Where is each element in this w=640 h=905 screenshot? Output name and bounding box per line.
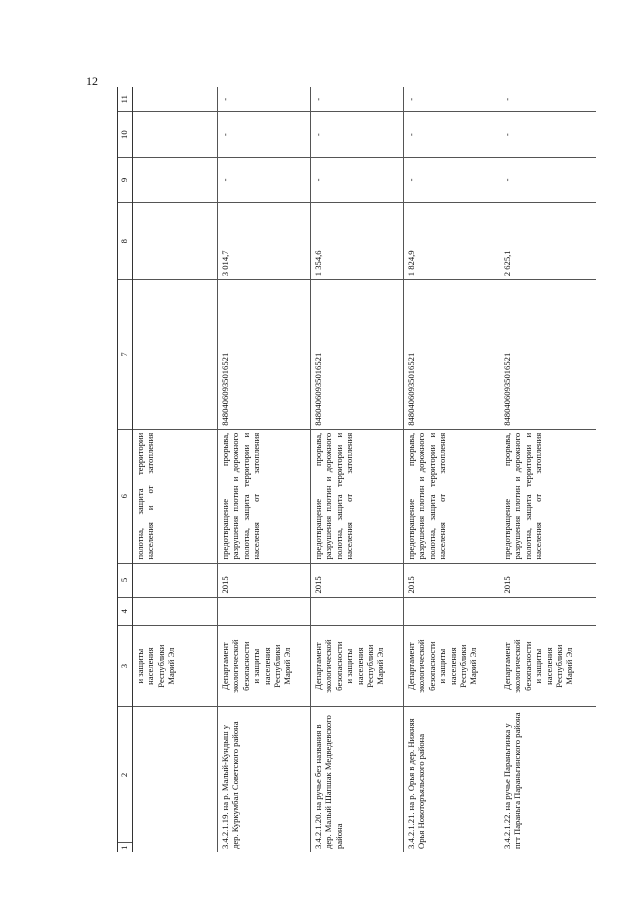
department-cell: и защиты населения Республики Марий Эл xyxy=(133,625,218,707)
department-cell: Департамент экологической безопасности и защиты населения Республики Марий Эл xyxy=(500,625,596,707)
cell-col4 xyxy=(500,597,596,625)
cell-col10: - xyxy=(311,112,404,157)
header-cell: 8 xyxy=(118,203,133,280)
description-cell: предотвращение прорыва, разрушения плотин и дорожного полотна, защита территории и населения от затопления xyxy=(218,429,311,563)
year-cell: 2015 xyxy=(218,563,311,597)
cell-col9 xyxy=(133,157,218,202)
table-row xyxy=(218,87,311,852)
cell-col9: - xyxy=(218,157,311,202)
header-cell: 6 xyxy=(118,429,133,563)
department-cell: Департамент экологической безопасности и защиты населения Республики Марий Эл xyxy=(311,625,404,707)
row-id: 3.4.2.1.22. xyxy=(502,812,512,849)
row-id: 3.4.2.1.19. xyxy=(220,812,230,849)
cell-col11 xyxy=(133,87,218,112)
description-cell: предотвращение прорыва, разрушения плотин и дорожного полотна, защита территории и населения от затопления xyxy=(404,429,501,563)
description-cell: предотвращение прорыва, разрушения плотин и дорожного полотна, защита территории и населения от затопления xyxy=(500,429,596,563)
header-cell: 7 xyxy=(118,280,133,430)
table-row xyxy=(311,87,404,852)
amount-cell: 1 824,9 xyxy=(404,203,501,280)
rotated-table-wrapper xyxy=(117,87,575,852)
cell-col11: - xyxy=(218,87,311,112)
amount-cell: 2 625,1 xyxy=(500,203,596,280)
amount-cell xyxy=(133,203,218,280)
code-cell: 84804060935016521 xyxy=(311,280,404,430)
code-cell xyxy=(133,280,218,430)
table-row xyxy=(404,87,501,852)
department-cell: Департамент экологической безопасности и защиты населения Республики Марий Эл xyxy=(404,625,501,707)
description-cell: полотна, защита территории населения и от затопления xyxy=(133,429,218,563)
cell-col9: - xyxy=(500,157,596,202)
row-name: на ручье Параньгинка у пгт Параньга Параньгинского района xyxy=(502,712,523,849)
cell-col10: - xyxy=(404,112,501,157)
code-cell: 84804060935016521 xyxy=(404,280,501,430)
year-cell: 2015 xyxy=(500,563,596,597)
code-cell: 84804060935016521 xyxy=(218,280,311,430)
year-cell: 2015 xyxy=(311,563,404,597)
department-cell: Департамент экологической безопасности и защиты населения Республики Марий Эл xyxy=(218,625,311,707)
header-cell: 1 xyxy=(118,843,133,852)
header-cell: 2 xyxy=(118,707,133,843)
year-cell xyxy=(133,563,218,597)
header-row xyxy=(118,87,133,852)
row-id: 3.4.2.1.20. xyxy=(313,812,323,849)
row-name: на р. Малый-Кундыш у дер. Куркумбал Советского района xyxy=(220,721,241,849)
page-number: 12 xyxy=(86,74,98,88)
cell-col11: - xyxy=(404,87,501,112)
row-name: на р. Орья в дер. Нижняя Орья Новоторъяльского района xyxy=(406,718,427,849)
description-cell: предотвращение прорыва, разрушения плотин и дорожного полотна, защита территории и населения от затопления xyxy=(311,429,404,563)
row-name-cell xyxy=(404,707,501,852)
cell-col9: - xyxy=(311,157,404,202)
row-name-cell xyxy=(311,707,404,852)
row-name-cell xyxy=(500,707,596,852)
cell-col4 xyxy=(404,597,501,625)
row-id-cell xyxy=(133,707,218,852)
cell-col10: - xyxy=(218,112,311,157)
cell-col10: - xyxy=(500,112,596,157)
cell-col4 xyxy=(218,597,311,625)
code-cell: 84804060935016521 xyxy=(500,280,596,430)
row-name-cell xyxy=(218,707,311,852)
program-table xyxy=(117,87,596,852)
amount-cell: 3 014,7 xyxy=(218,203,311,280)
cell-col4 xyxy=(133,597,218,625)
amount-cell: 1 354,6 xyxy=(311,203,404,280)
header-cell: 9 xyxy=(118,157,133,202)
row-id: 3.4.2.1.21. xyxy=(406,812,416,849)
cell-col11: - xyxy=(500,87,596,112)
table-row xyxy=(500,87,596,852)
header-cell: 4 xyxy=(118,597,133,625)
table-row xyxy=(133,87,218,852)
header-cell: 10 xyxy=(118,112,133,157)
header-cell: 5 xyxy=(118,563,133,597)
year-cell: 2015 xyxy=(404,563,501,597)
header-cell: 11 xyxy=(118,87,133,112)
cell-col11: - xyxy=(311,87,404,112)
cell-col4 xyxy=(311,597,404,625)
cell-col10 xyxy=(133,112,218,157)
cell-col9: - xyxy=(404,157,501,202)
header-cell: 3 xyxy=(118,625,133,707)
row-name: на ручье без названия в дер. Малый Шапшак Медведевского района xyxy=(313,715,344,849)
